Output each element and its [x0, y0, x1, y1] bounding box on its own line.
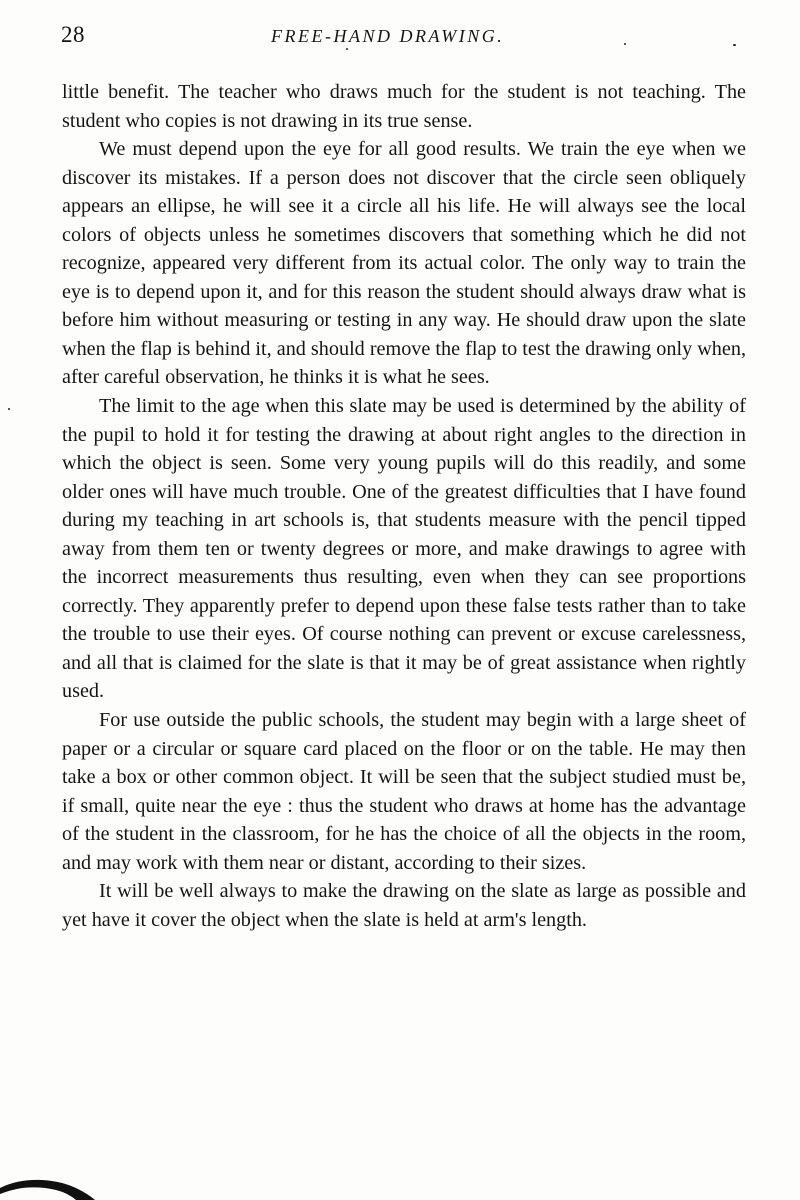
paragraph: It will be well always to make the drawing on the slate as large as possible and yet have it cover the object when the slate is held at arm's length. [62, 880, 746, 931]
paragraph: For use outside the public schools, the student may begin with a large sheet of paper or a circular or square card placed on the floor or on the table. He may then take a box or other common object. It will be seen that the subject studied must be, if small, quite near the eye : thus the student who draws at home has the advantage of the student in the classroom, for he has the choice of all the objects in the room, and may work with them near or distant, according to their sizes. [62, 709, 746, 874]
paragraph: little benefit. The teacher who draws much for the student is not teaching. The student who copies is not drawing in its true sense. [62, 81, 746, 132]
paragraph: We must depend upon the eye for all good results. We train the eye when we discover its mistakes. If a person does not discover that the circle seen obliquely appears an ellipse, he will see it a circle all his life. He will always see the local colors of objects unless he sometimes discovers that something which he did not recognize, appeared very different from its actual color. The only way to train the eye is to depend upon it, and for this reason the student should always draw what is before him without measuring or testing in any way. He should draw upon the slate when the flap is behind it, and should remove the flap to test the drawing only when, after careful observation, he thinks it is what he sees. [62, 138, 746, 389]
print-speck [733, 44, 736, 46]
ink-smudge-mark [0, 1170, 100, 1200]
print-speck [624, 43, 626, 45]
print-speck [346, 48, 348, 50]
body-text [62, 78, 746, 934]
paragraph: The limit to the age when this slate may be used is determined by the ability of the pupil to hold it for testing the drawing at about right angles to the direction in which the object is seen. Some very young pupils will do this readily, and some older ones will have much trouble. One of the greatest difficulties that I have found during my teaching in art schools is, that students measure with the pencil tipped away from them ten or twenty degrees or more, and make drawings to agree with the incorrect measurements thus resulting, even when they can see proportions correctly. They apparently prefer to depend upon these false tests rather than to take the trouble to use their eyes. Of course nothing can prevent or excuse carelessness, and all that is claimed for the slate is that it may be of great assistance when rightly used. [62, 395, 746, 703]
running-title: FREE-HAND DRAWING. [271, 26, 505, 46]
print-speck [8, 408, 10, 410]
running-header [61, 20, 745, 54]
page-number: 28 [61, 22, 85, 47]
